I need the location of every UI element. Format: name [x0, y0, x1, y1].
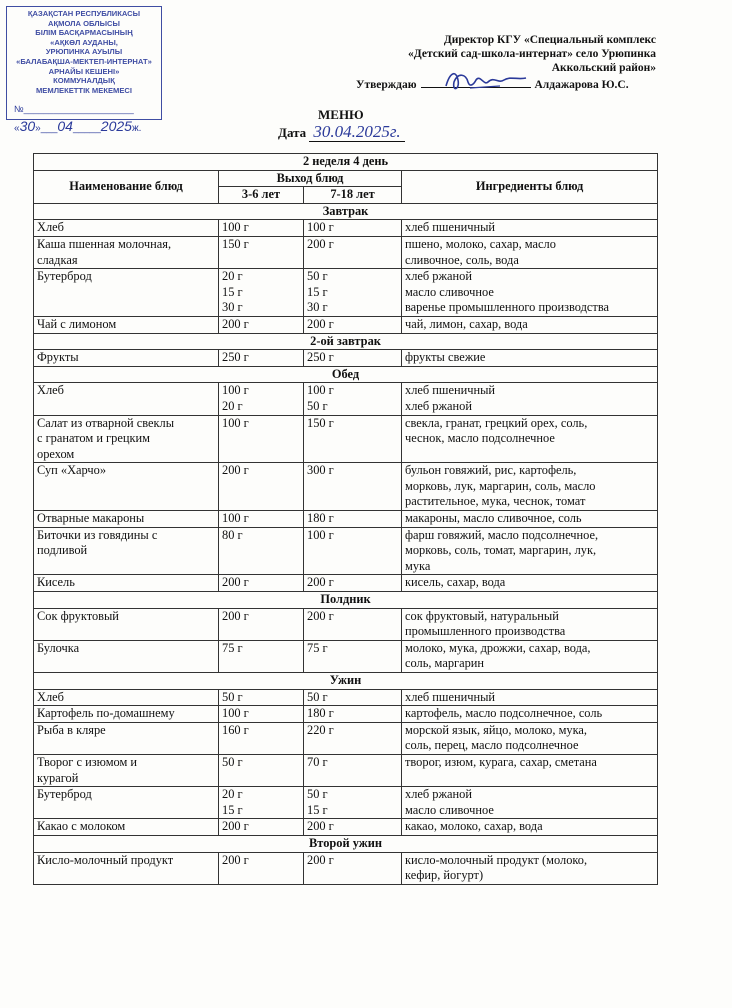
- portion-7-18-line: 70 г: [307, 754, 328, 769]
- dish-ingredients-line: морковь, соль, томат, маргарин, лук,: [405, 543, 597, 558]
- dish-column-header: Наименование блюд: [34, 170, 219, 203]
- stamp-line: «АҚКӨЛ АУДАНЫ,: [50, 37, 118, 47]
- date-label: Дата: [278, 125, 307, 140]
- portion-7-18: [304, 722, 402, 754]
- portion-3-6: [219, 706, 304, 723]
- portion-3-6-line: 50 г: [222, 754, 243, 769]
- dish-ingredients-line: макароны, масло сливочное, соль: [405, 511, 582, 526]
- portion-3-6: [219, 640, 304, 672]
- stamp-line: ҚАЗАҚСТАН РЕСПУБЛИКАСЫ: [27, 9, 141, 18]
- portion-3-6: [219, 527, 304, 575]
- dish-ingredients-line: варенье промышленного производства: [405, 300, 610, 315]
- dish-row: [34, 269, 658, 317]
- portion-7-18: [304, 787, 402, 819]
- dish-ingredients: [402, 787, 658, 819]
- dish-row: [34, 787, 658, 819]
- portion-7-18-line: 200 г: [307, 575, 334, 590]
- dish-ingredients: [402, 608, 658, 640]
- portion-7-18-line: 250 г: [307, 350, 334, 365]
- dish-ingredients: [402, 689, 658, 706]
- portion-3-6-line: 15 г: [222, 284, 243, 299]
- dish-name-line: Суп «Харчо»: [37, 463, 107, 478]
- dish-name-line: Бутерброд: [37, 787, 92, 802]
- portion-3-6: [219, 689, 304, 706]
- dish-name: [34, 640, 219, 672]
- portion-7-18-line: 15 г: [307, 284, 328, 299]
- meal-section-row: [34, 203, 658, 220]
- dish-name: [34, 852, 219, 884]
- dish-name-line: Творог с изюмом и: [37, 754, 138, 769]
- approval-line-1: Директор КГУ «Специальный комплекс: [443, 34, 656, 46]
- dish-ingredients-line: хлеб ржаной: [405, 787, 472, 802]
- portion-7-18: [304, 463, 402, 511]
- portion-3-6-line: 75 г: [222, 640, 243, 655]
- dish-name-line: Кисло-молочный продукт: [37, 852, 174, 867]
- dish-ingredients: [402, 706, 658, 723]
- dish-name-line: Фрукты: [37, 350, 79, 365]
- meal-section-title: 2-ой завтрак: [34, 333, 658, 350]
- meal-section-title: Полдник: [34, 592, 658, 609]
- dish-name-line: Хлеб: [37, 689, 64, 704]
- dish-name-line: подливой: [37, 543, 88, 558]
- dish-row: [34, 819, 658, 836]
- dish-ingredients-line: свекла, гранат, грецкий орех, соль,: [405, 415, 588, 430]
- dish-ingredients: [402, 640, 658, 672]
- portion-7-18: [304, 220, 402, 237]
- date-value: 30.04.2025г.: [309, 122, 404, 142]
- dish-ingredients-line: чай, лимон, сахар, вода: [405, 316, 528, 331]
- portion-7-18-line: 300 г: [307, 463, 334, 478]
- stamp-number: №______________________: [14, 104, 134, 114]
- dish-ingredients: [402, 819, 658, 836]
- dish-name-line: Салат из отварной свеклы: [37, 415, 175, 430]
- portion-7-18-line: 150 г: [307, 415, 334, 430]
- portion-7-18: [304, 236, 402, 268]
- portion-3-6: [219, 383, 304, 415]
- dish-name: [34, 722, 219, 754]
- dish-row: [34, 706, 658, 723]
- approval-line-2: «Детский сад-школа-интернат» село Урюпинка: [408, 48, 656, 60]
- dish-row: [34, 689, 658, 706]
- dish-row: [34, 754, 658, 786]
- age-7-18-header: 7-18 лет: [304, 187, 402, 204]
- dish-name: [34, 220, 219, 237]
- portion-7-18: [304, 706, 402, 723]
- stamp-line: БІЛІМ БАСҚАРМАСЫНЫҢ: [35, 28, 133, 38]
- portion-3-6: [219, 316, 304, 333]
- portion-7-18-line: 180 г: [307, 511, 334, 526]
- dish-ingredients-line: хлеб ржаной: [405, 269, 472, 284]
- portion-3-6: [219, 787, 304, 819]
- portion-3-6-line: 200 г: [222, 852, 249, 867]
- dish-ingredients-line: соль, перец, масло подсолнечное: [405, 738, 579, 753]
- portion-3-6-line: 100 г: [222, 511, 249, 526]
- meal-section-row: [34, 673, 658, 690]
- portion-7-18: [304, 383, 402, 415]
- dish-name-line: орехом: [37, 446, 75, 461]
- dish-ingredients: [402, 575, 658, 592]
- dish-name-line: Отварные макароны: [37, 511, 145, 526]
- dish-ingredients-line: какао, молоко, сахар, вода: [405, 819, 543, 834]
- dish-ingredients: [402, 722, 658, 754]
- portion-7-18-line: 75 г: [307, 640, 328, 655]
- portion-7-18: [304, 852, 402, 884]
- portion-7-18: [304, 511, 402, 528]
- stamp-line: АРНАЙЫ КЕШЕНІ»: [48, 66, 120, 76]
- director-name: Алдажарова Ю.С.: [534, 79, 629, 91]
- dish-ingredients: [402, 316, 658, 333]
- dish-row: [34, 383, 658, 415]
- dish-name-line: Рыба в кляре: [37, 722, 106, 737]
- portion-3-6-line: 100 г: [222, 383, 249, 398]
- dish-row: [34, 575, 658, 592]
- meal-section-title: Ужин: [34, 673, 658, 690]
- portion-7-18: [304, 415, 402, 463]
- dish-ingredients-line: фарш говяжий, масло подсолнечное,: [405, 527, 599, 542]
- portion-7-18: [304, 608, 402, 640]
- portion-3-6-line: 100 г: [222, 415, 249, 430]
- meal-section-row: [34, 333, 658, 350]
- dish-name-line: Картофель по-домашнему: [37, 706, 175, 721]
- dish-row: [34, 852, 658, 884]
- portion-7-18-line: 50 г: [307, 398, 328, 413]
- portion-3-6: [219, 269, 304, 317]
- portion-7-18-line: 30 г: [307, 300, 328, 315]
- portion-7-18: [304, 575, 402, 592]
- portion-3-6-line: 150 г: [222, 236, 249, 251]
- portion-7-18-line: 50 г: [307, 269, 328, 284]
- dish-ingredients-line: морковь, лук, маргарин, соль, масло: [405, 478, 596, 493]
- dish-ingredients-line: масло сливочное: [405, 802, 494, 817]
- dish-name: [34, 415, 219, 463]
- portion-7-18: [304, 350, 402, 367]
- menu-table: [33, 153, 658, 885]
- portion-7-18: [304, 316, 402, 333]
- portion-3-6: [219, 754, 304, 786]
- portion-7-18-line: 200 г: [307, 819, 334, 834]
- portion-3-6-line: 200 г: [222, 819, 249, 834]
- dish-name-line: Хлеб: [37, 220, 64, 235]
- dish-row: [34, 527, 658, 575]
- dish-name-line: Чай с лимоном: [37, 316, 117, 331]
- portion-3-6: [219, 722, 304, 754]
- signature-image: [440, 66, 530, 96]
- dish-name-line: Хлеб: [37, 383, 64, 398]
- dish-ingredients-line: сливочное, соль, вода: [405, 252, 519, 267]
- dish-ingredients: [402, 754, 658, 786]
- dish-name: [34, 350, 219, 367]
- week-day-header: 2 неделя 4 день: [34, 154, 658, 171]
- portion-7-18-line: 100 г: [307, 220, 334, 235]
- dish-row: [34, 511, 658, 528]
- dish-ingredients-line: промышленного производства: [405, 624, 566, 639]
- meal-section-row: [34, 835, 658, 852]
- dish-ingredients-line: кисло-молочный продукт (молоко,: [405, 852, 588, 867]
- approval-line-3: Аккольский район»: [551, 62, 656, 74]
- dish-ingredients: [402, 463, 658, 511]
- dish-name: [34, 463, 219, 511]
- portion-7-18-line: 200 г: [307, 316, 334, 331]
- portion-3-6: [219, 511, 304, 528]
- dish-ingredients-line: молоко, мука, дрожжи, сахар, вода,: [405, 640, 591, 655]
- dish-ingredients-line: творог, изюм, курага, сахар, сметана: [405, 754, 597, 769]
- dish-row: [34, 220, 658, 237]
- meal-section-title: Обед: [34, 366, 658, 383]
- dish-ingredients-line: бульон говяжий, рис, картофель,: [405, 463, 577, 478]
- dish-ingredients-line: кисель, сахар, вода: [405, 575, 506, 590]
- portion-7-18: [304, 819, 402, 836]
- portion-3-6-line: 50 г: [222, 689, 243, 704]
- meal-section-row: [34, 592, 658, 609]
- dish-name-line: Булочка: [37, 640, 80, 655]
- menu-body: [34, 203, 658, 884]
- dish-ingredients-line: хлеб пшеничный: [405, 689, 496, 704]
- dish-ingredients: [402, 383, 658, 415]
- portion-7-18: [304, 689, 402, 706]
- dish-name-line: Биточки из говядины с: [37, 527, 158, 542]
- dish-name-line: Кисель: [37, 575, 75, 590]
- dish-row: [34, 608, 658, 640]
- dish-ingredients-line: хлеб пшеничный: [405, 383, 496, 398]
- dish-name: [34, 527, 219, 575]
- portion-3-6: [219, 463, 304, 511]
- dish-row: [34, 236, 658, 268]
- dish-name: [34, 575, 219, 592]
- dish-name-line: с гранатом и грецким: [37, 431, 150, 446]
- dish-ingredients-line: пшено, молоко, сахар, масло: [405, 236, 556, 251]
- dish-name-line: Какао с молоком: [37, 819, 126, 834]
- official-stamp: [6, 6, 162, 120]
- dish-row: [34, 463, 658, 511]
- portion-3-6-line: 15 г: [222, 802, 243, 817]
- portion-7-18-line: 50 г: [307, 787, 328, 802]
- dish-ingredients-line: чеснок, масло подсолнечное: [405, 431, 555, 446]
- meal-section-title: Завтрак: [34, 203, 658, 220]
- portion-3-6-line: 200 г: [222, 316, 249, 331]
- dish-name: [34, 236, 219, 268]
- dish-name-line: курагой: [37, 770, 79, 785]
- dish-name: [34, 689, 219, 706]
- dish-name: [34, 754, 219, 786]
- portion-7-18-line: 200 г: [307, 236, 334, 251]
- dish-name: [34, 608, 219, 640]
- dish-name: [34, 819, 219, 836]
- dish-ingredients-line: масло сливочное: [405, 284, 494, 299]
- portion-7-18: [304, 640, 402, 672]
- portion-3-6-line: 200 г: [222, 608, 249, 623]
- portion-3-6-line: 100 г: [222, 706, 249, 721]
- dish-name-line: Каша пшенная молочная,: [37, 236, 172, 251]
- portion-7-18: [304, 269, 402, 317]
- stamp-line: АҚМОЛА ОБЛЫСЫ: [48, 18, 120, 28]
- ingredients-column-header: Ингредиенты блюд: [402, 170, 658, 203]
- dish-ingredients: [402, 269, 658, 317]
- portion-3-6: [219, 852, 304, 884]
- date-line: [278, 122, 405, 142]
- dish-name-line: сладкая: [37, 252, 78, 267]
- stamp-line: УРЮПИНКА АУЫЛЫ: [45, 47, 123, 57]
- portion-3-6: [219, 575, 304, 592]
- meal-section-title: Второй ужин: [34, 835, 658, 852]
- dish-name: [34, 383, 219, 415]
- portion-7-18-line: 100 г: [307, 527, 334, 542]
- portion-3-6-line: 20 г: [222, 398, 243, 413]
- portion-3-6: [219, 350, 304, 367]
- dish-ingredients-line: фрукты свежие: [405, 350, 486, 365]
- portion-7-18: [304, 527, 402, 575]
- output-column-header: Выход блюд: [219, 170, 402, 187]
- portion-3-6: [219, 220, 304, 237]
- dish-row: [34, 722, 658, 754]
- dish-ingredients: [402, 415, 658, 463]
- stamp-date: «30»___04_____2025ж.: [14, 118, 142, 134]
- dish-ingredients: [402, 511, 658, 528]
- portion-3-6-line: 200 г: [222, 463, 249, 478]
- dish-name: [34, 787, 219, 819]
- portion-7-18-line: 200 г: [307, 608, 334, 623]
- dish-ingredients: [402, 220, 658, 237]
- dish-ingredients: [402, 236, 658, 268]
- dish-name: [34, 316, 219, 333]
- dish-ingredients-line: хлеб пшеничный: [405, 220, 496, 235]
- dish-name-line: Сок фруктовый: [37, 608, 119, 623]
- dish-ingredients-line: хлеб ржаной: [405, 398, 472, 413]
- dish-row: [34, 640, 658, 672]
- menu-title: МЕНЮ: [318, 107, 364, 122]
- portion-3-6-line: 20 г: [222, 787, 243, 802]
- dish-row: [34, 415, 658, 463]
- dish-ingredients-line: морской язык, яйцо, молоко, мука,: [405, 722, 588, 737]
- approve-label: Утверждаю: [356, 79, 417, 91]
- portion-3-6-line: 80 г: [222, 527, 243, 542]
- stamp-line: «БАЛАБАҚША-МЕКТЕП-ИНТЕРНАТ»: [16, 56, 152, 66]
- portion-7-18-line: 180 г: [307, 706, 334, 721]
- stamp-line: КОММУНАЛДЫҚ: [53, 76, 115, 86]
- dish-ingredients: [402, 350, 658, 367]
- portion-7-18-line: 15 г: [307, 802, 328, 817]
- meal-section-row: [34, 366, 658, 383]
- portion-7-18-line: 200 г: [307, 852, 334, 867]
- portion-3-6: [219, 608, 304, 640]
- portion-3-6-line: 20 г: [222, 269, 243, 284]
- portion-7-18-line: 220 г: [307, 722, 334, 737]
- dish-ingredients-line: кефир, йогурт): [405, 868, 484, 883]
- dish-name: [34, 511, 219, 528]
- portion-7-18-line: 50 г: [307, 689, 328, 704]
- portion-3-6: [219, 415, 304, 463]
- dish-ingredients-line: картофель, масло подсолнечное, соль: [405, 706, 603, 721]
- portion-3-6-line: 160 г: [222, 722, 249, 737]
- dish-ingredients: [402, 852, 658, 884]
- dish-row: [34, 350, 658, 367]
- portion-3-6-line: 200 г: [222, 575, 249, 590]
- dish-name: [34, 706, 219, 723]
- dish-name-line: Бутерброд: [37, 269, 92, 284]
- dish-name: [34, 269, 219, 317]
- portion-7-18: [304, 754, 402, 786]
- age-3-6-header: 3-6 лет: [219, 187, 304, 204]
- dish-ingredients-line: соль, маргарин: [405, 656, 485, 671]
- dish-ingredients-line: сок фруктовый, натуральный: [405, 608, 559, 623]
- stamp-line: МЕМЛЕКЕТТІК МЕКЕМЕСІ: [35, 85, 133, 95]
- dish-ingredients: [402, 527, 658, 575]
- dish-ingredients-line: растительное, мука, чеснок, томат: [405, 494, 586, 509]
- dish-row: [34, 316, 658, 333]
- portion-3-6: [219, 819, 304, 836]
- portion-3-6-line: 100 г: [222, 220, 249, 235]
- portion-7-18-line: 100 г: [307, 383, 334, 398]
- dish-ingredients-line: мука: [405, 558, 431, 573]
- portion-3-6-line: 250 г: [222, 350, 249, 365]
- portion-3-6-line: 30 г: [222, 300, 243, 315]
- portion-3-6: [219, 236, 304, 268]
